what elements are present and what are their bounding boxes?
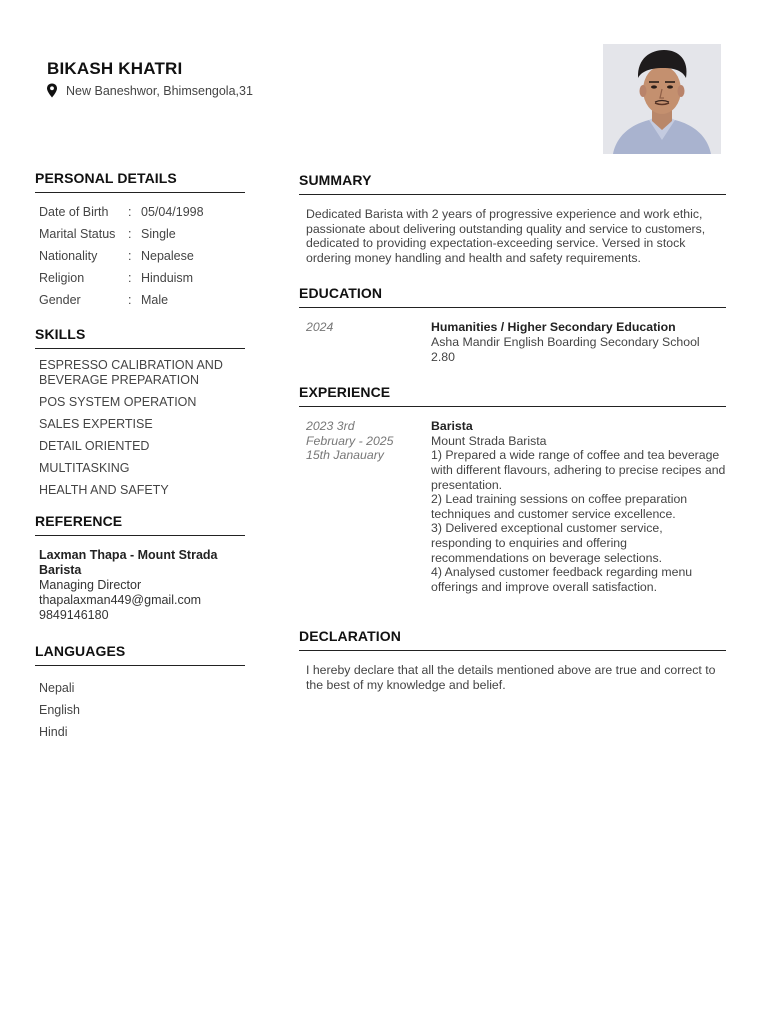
- detail-key: Gender: [39, 293, 81, 307]
- declaration-heading: DECLARATION: [299, 628, 726, 651]
- experience-section: [299, 384, 726, 594]
- detail-value: Male: [141, 293, 169, 307]
- detail-value: Nepalese: [141, 249, 194, 263]
- declaration-section: [299, 628, 726, 692]
- personal-detail-row: [39, 245, 245, 267]
- left-column: [35, 170, 245, 743]
- languages-heading: LANGUAGES: [35, 643, 245, 666]
- detail-value: Single: [141, 227, 176, 241]
- skills-list: [35, 358, 245, 498]
- personal-detail-row: [39, 223, 245, 245]
- skill-item: DETAIL ORIENTED: [39, 439, 150, 453]
- reference-email: thapalaxman449@gmail.com: [39, 593, 202, 607]
- personal-detail-row: [39, 289, 245, 311]
- summary-heading: SUMMARY: [299, 170, 726, 195]
- detail-value: 05/04/1998: [141, 205, 204, 219]
- detail-separator: :: [128, 227, 132, 241]
- reference-heading: REFERENCE: [35, 513, 245, 536]
- education-heading: EDUCATION: [299, 285, 726, 308]
- languages-list: [35, 677, 245, 743]
- experience-title: Barista: [431, 419, 473, 434]
- reference-phone: 9849146180: [39, 608, 109, 622]
- personal-details-section: [35, 170, 245, 311]
- reference-name: Laxman Thapa - Mount Strada Barista: [39, 548, 218, 577]
- experience-duty: 1) Prepared a wide range of coffee and tea beverage with different flavours, adhering to precise recipes and presentation.: [431, 448, 726, 492]
- language-item: Nepali: [39, 681, 75, 695]
- education-section: [299, 285, 726, 364]
- experience-date: 2023 3rd February - 2025 15th Janauary: [306, 419, 394, 463]
- skill-item: POS SYSTEM OPERATION: [39, 395, 197, 409]
- reference-role: Managing Director: [39, 578, 142, 592]
- skill-item: SALES EXPERTISE: [39, 417, 153, 431]
- detail-separator: :: [128, 293, 132, 307]
- personal-detail-row: [39, 201, 245, 223]
- detail-key: Religion: [39, 271, 85, 285]
- experience-company: Mount Strada Barista: [431, 433, 547, 448]
- summary-text: Dedicated Barista with 2 years of progressive experience and work ethic, passionate about delivering outstanding quality and service to customers, dedicated to providing expectation-exceeding service. Versed in stock ordering money handling and health and safety requirements.: [306, 207, 706, 265]
- reference-section: [35, 513, 245, 623]
- reference-details: [35, 548, 245, 623]
- profile-photo: [603, 44, 721, 154]
- personal-detail-row: [39, 267, 245, 289]
- experience-heading: EXPERIENCE: [299, 384, 726, 407]
- education-entry: [299, 320, 726, 364]
- right-column: [299, 170, 726, 692]
- detail-value: Hinduism: [141, 271, 194, 285]
- declaration-text: I hereby declare that all the details mentioned above are true and correct to the best of my knowledge and belief.: [306, 663, 716, 692]
- experience-duty: 2) Lead training sessions on coffee preparation techniques and customer service excellence.: [431, 492, 688, 521]
- map-pin-icon: [46, 83, 58, 98]
- detail-key: Date of Birth: [39, 205, 109, 219]
- detail-key: Marital Status: [39, 227, 116, 241]
- language-item: Hindi: [39, 725, 68, 739]
- detail-separator: :: [128, 271, 132, 285]
- detail-key: Nationality: [39, 249, 98, 263]
- experience-duty: 3) Delivered exceptional customer service, responding to enquiries and offering recommendations on beverage selections.: [431, 521, 663, 565]
- skill-item: MULTITASKING: [39, 461, 130, 475]
- detail-separator: :: [128, 249, 132, 263]
- languages-section: [35, 643, 245, 743]
- language-item: English: [39, 703, 80, 717]
- personal-details-list: [35, 201, 245, 311]
- education-date: 2024: [306, 320, 334, 335]
- experience-body: [431, 419, 726, 594]
- education-grade: 2.80: [431, 349, 455, 364]
- skill-item: HEALTH AND SAFETY: [39, 483, 169, 497]
- summary-section: [299, 170, 726, 265]
- education-school: Asha Mandir English Boarding Secondary School: [431, 334, 700, 349]
- candidate-name: BIKASH KHATRI: [47, 59, 183, 78]
- education-body: [431, 320, 726, 364]
- skills-heading: SKILLS: [35, 326, 245, 349]
- skills-section: [35, 326, 245, 498]
- personal-details-heading: PERSONAL DETAILS: [35, 170, 245, 193]
- experience-entry: [299, 419, 726, 594]
- address-line: [46, 83, 253, 98]
- skill-item: ESPRESSO CALIBRATION AND BEVERAGE PREPARATION: [39, 358, 223, 387]
- experience-duty: 4) Analysed customer feedback regarding menu offerings and improve overall satisfaction.: [431, 565, 693, 594]
- education-title: Humanities / Higher Secondary Education: [431, 320, 676, 335]
- address-text: New Baneshwor, Bhimsengola,31: [66, 83, 253, 98]
- detail-separator: :: [128, 205, 132, 219]
